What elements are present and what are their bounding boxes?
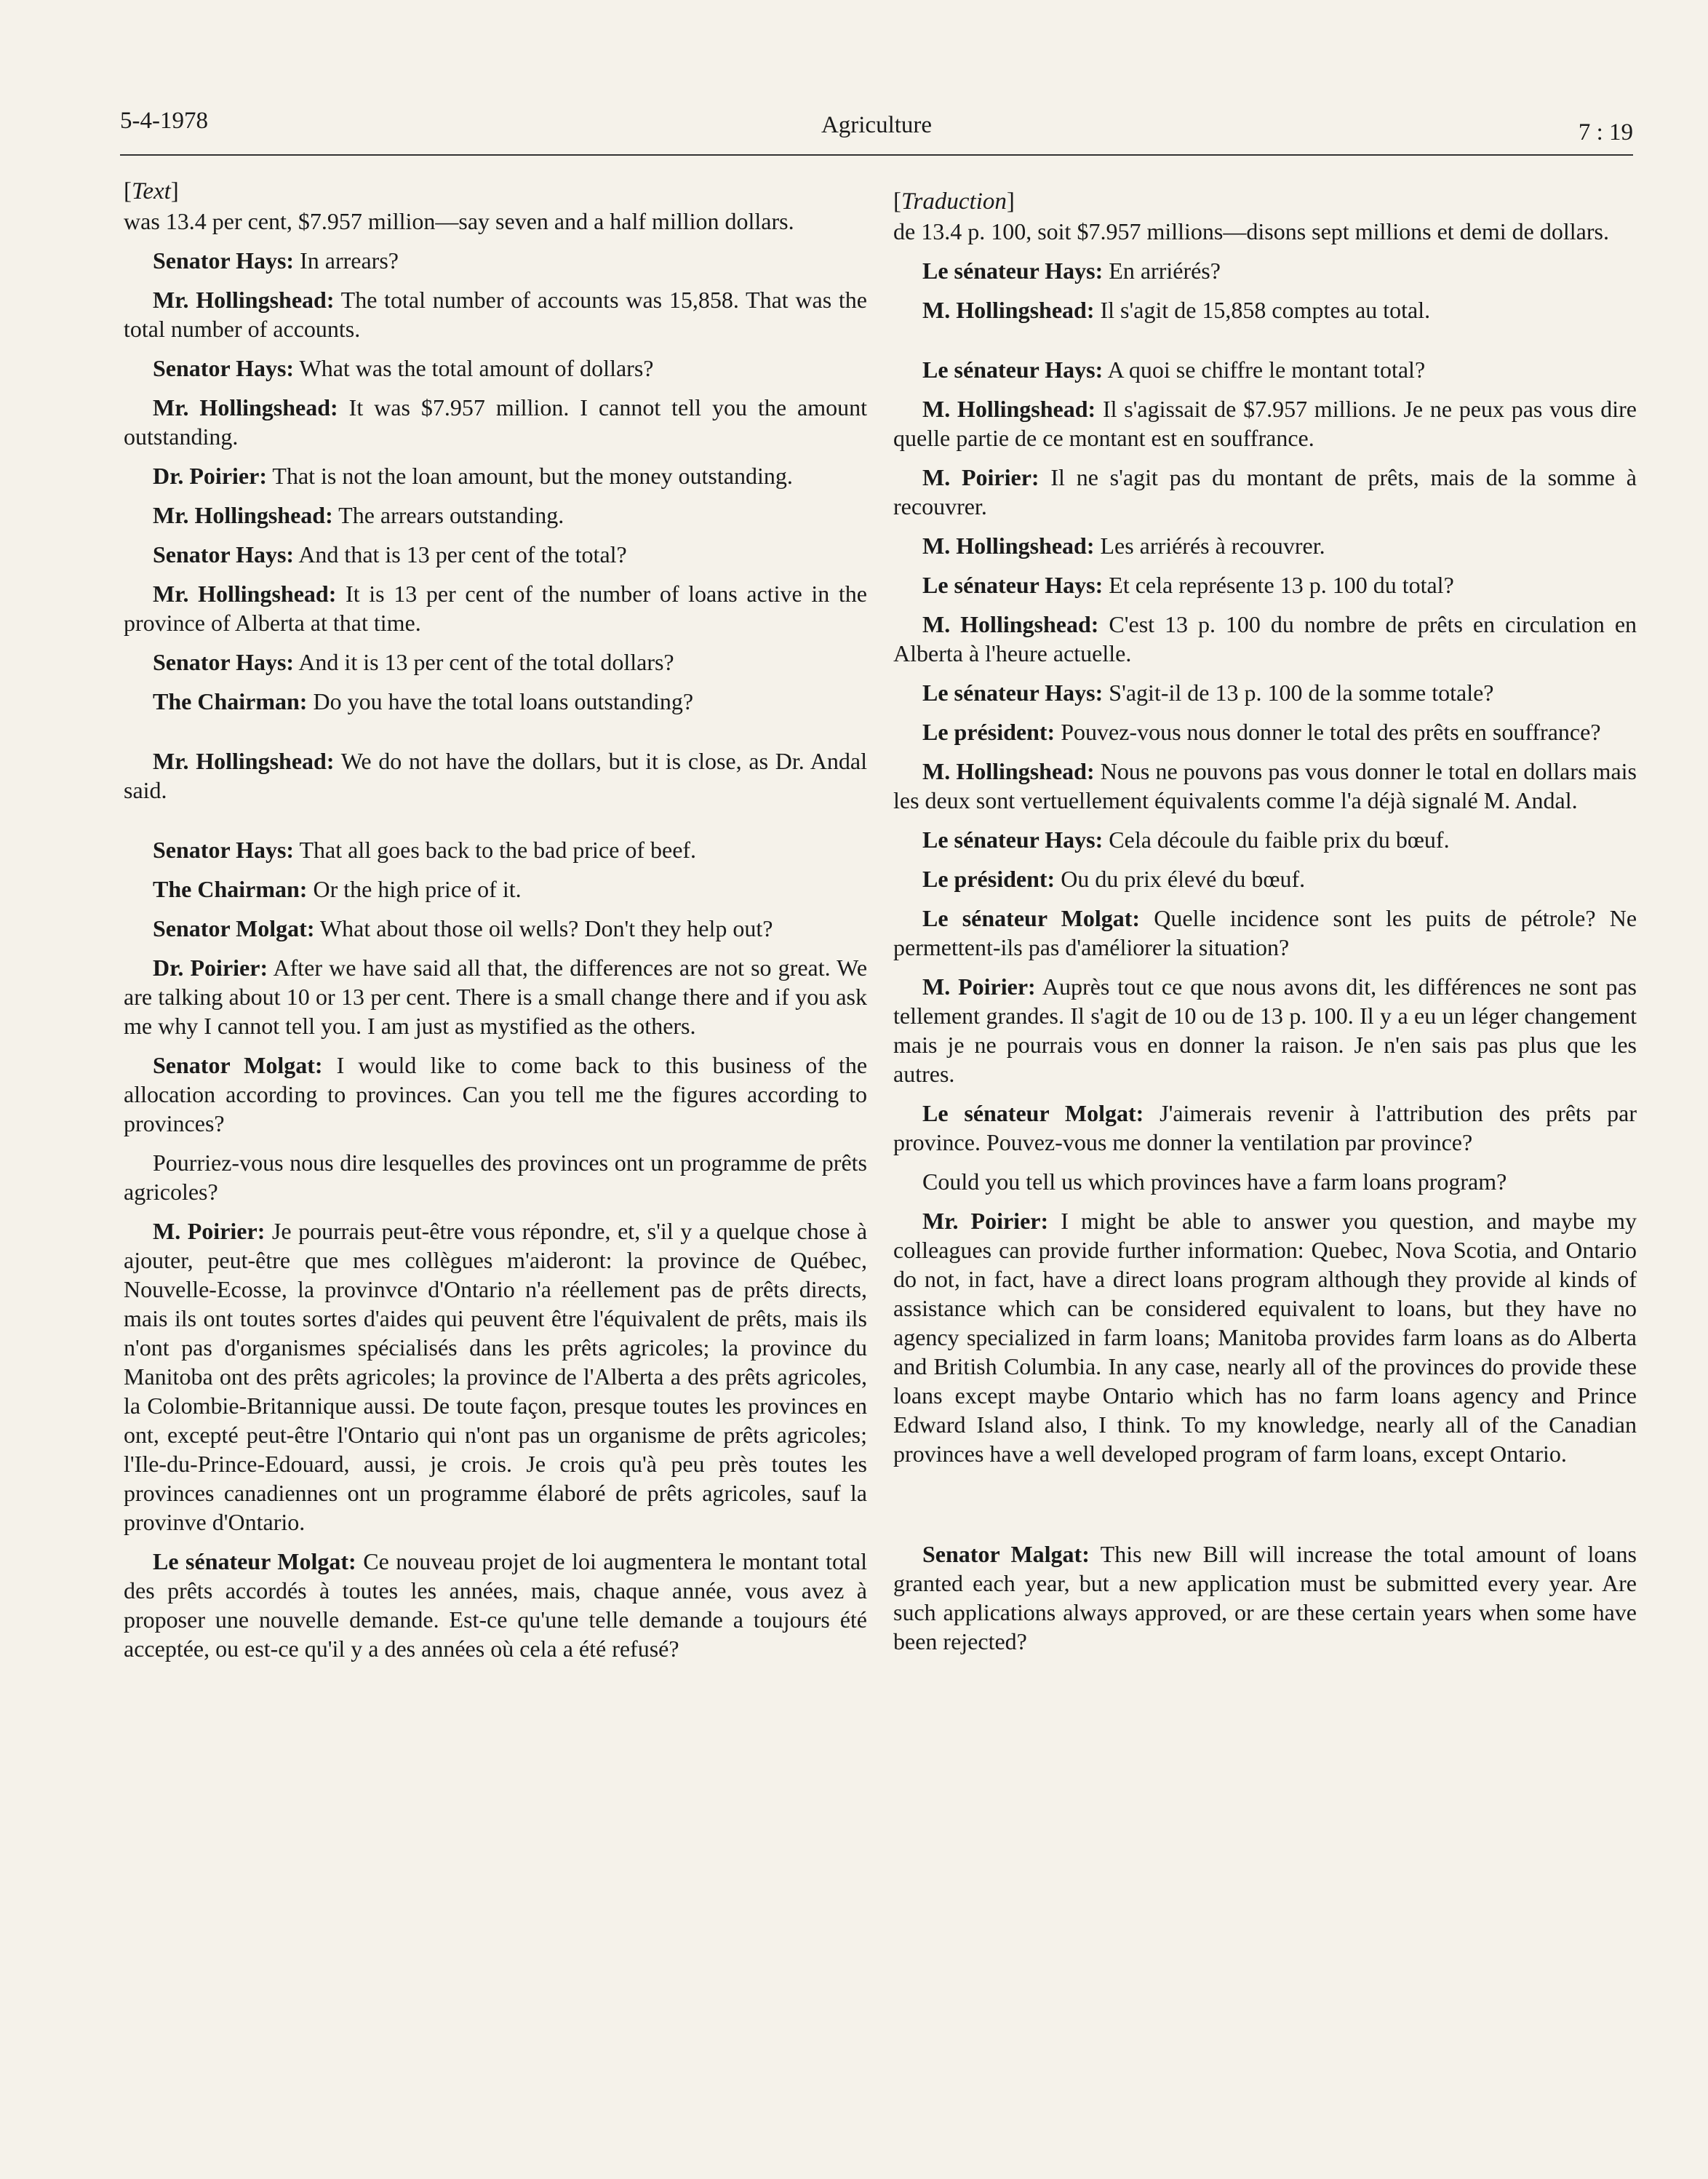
paragraph: Senator Hays: What was the total amount of dollars?: [153, 355, 654, 381]
speaker: Le président:: [922, 719, 1055, 745]
speaker: M. Hollingshead:: [922, 396, 1096, 422]
paragraph: M. Poirier: Je pourrais peut-être vous répondre, et, s'il y a quelque chose à ajouter, peut-être que mes collègues m'aideront: la province de Québec, Nouvelle-Ecosse, la provinvce d'Ontario n'a réellement pas de prêts directs, mais ils ont toutes sortes d'aides qui peuvent être l'équivalent de prêts, mais ils n'ont pas d'organismes spécialisés dans les prêts agricoles; la province du Manitoba ont des prêts agricoles; la province de l'Alberta a des prêts agricoles, la Colombie-Britannique aussi. De toute façon, presque toutes les provinces en ont, excepté peut-être l'Ontario qui n'ont pas un organisme de prêts agricoles; l'Ile-du-Prince-Edouard, aussi, je crois. Je crois qu'à peu près toutes les provinces canadiennes ont un programme élaboré de prêts agricoles, sauf la provinve d'Ontario.: [124, 1218, 868, 1535]
paragraph: Could you tell us which provinces have a farm loans program?: [922, 1168, 1507, 1195]
speaker: Le sénateur Molgat:: [153, 1548, 356, 1574]
paragraph: Le sénateur Hays: Cela découle du faible prix du bœuf.: [922, 826, 1450, 853]
paragraph: Le sénateur Hays: A quoi se chiffre le montant total?: [922, 356, 1426, 383]
speaker: Senator Molgat:: [153, 915, 315, 941]
header-date: 5-4-1978: [120, 108, 208, 134]
paragraph: M. Hollingshead: Il s'agissait de $7.957 millions. Je ne peux pas vous dire quelle partie de ce montant est en souffrance.: [893, 396, 1637, 451]
paragraph: Mr. Hollingshead: It was $7.957 million. I cannot tell you the amount outstanding.: [124, 394, 868, 450]
paragraph: Le président: Pouvez-vous nous donner le total des prêts en souffrance?: [922, 719, 1601, 745]
speaker: M. Hollingshead:: [922, 758, 1095, 784]
paragraph: Le sénateur Molgat: J'aimerais revenir à l'attribution des prêts par province. Pouvez-vous me donner la ventilation par province?: [893, 1100, 1637, 1155]
speaker: Senator Molgat:: [153, 1052, 323, 1078]
column-label: [Traduction]: [893, 188, 1015, 215]
header-title: Agriculture: [821, 112, 933, 138]
speaker: M. Hollingshead:: [922, 297, 1095, 323]
paragraph: Mr. Poirier: I might be able to answer you question, and maybe my colleagues can provide further information: Quebec, Nova Scotia, and Ontario do not, in fact, have a direct loans program although they provide al kinds of assistance which can be considered equivalent to loans, but they have no agency specialized in farm loans; Manitoba provides farm loans as do Alberta and British Columbia. In any case, nearly all of the provinces do provide these loans except maybe Ontario which has no farm loans agency and Prince Edward Island also, I think. To my knowledge, nearly all of the Canadian provinces have a well developed program of farm loans, except Ontario.: [893, 1208, 1637, 1467]
speaker: Mr. Poirier:: [922, 1208, 1049, 1234]
paragraph: was 13.4 per cent, $7.957 million—say seven and a half million dollars.: [124, 208, 794, 234]
speaker: Senator Hays:: [153, 837, 295, 863]
paragraph: Dr. Poirier: After we have said all that, the differences are not so great. We are talking about 10 or 13 per cent. There is a small change there and if you ask me why I cannot tell you. I am just as mystified as the others.: [124, 955, 868, 1039]
paragraph: M. Hollingshead: C'est 13 p. 100 du nombre de prêts en circulation en Alberta à l'heure actuelle.: [893, 611, 1637, 666]
paragraph: Le président: Ou du prix élevé du bœuf.: [922, 866, 1306, 892]
speaker: Le sénateur Hays:: [922, 680, 1104, 706]
speaker: Dr. Poirier:: [153, 955, 268, 981]
speaker: Le sénateur Hays:: [922, 572, 1104, 598]
paragraph: de 13.4 p. 100, soit $7.957 millions—disons sept millions et demi de dollars.: [893, 218, 1609, 244]
speaker: Le sénateur Hays:: [922, 258, 1104, 284]
header-page-number: 7 : 19: [1578, 119, 1633, 146]
paragraph: M. Hollingshead: Les arriérés à recouvrer.: [922, 533, 1325, 559]
speaker: Mr. Hollingshead:: [153, 394, 338, 421]
speaker: Senator Hays:: [153, 355, 295, 381]
speaker: Senator Hays:: [153, 649, 295, 675]
speaker: Mr. Hollingshead:: [153, 748, 335, 774]
paragraph: M. Poirier: Il ne s'agit pas du montant de prêts, mais de la somme à recouvrer.: [893, 464, 1637, 519]
speaker: Le sénateur Molgat:: [922, 905, 1141, 931]
paragraph: Mr. Hollingshead: The total number of accounts was 15,858. That was the total number of accounts.: [124, 287, 868, 342]
paragraph: Le sénateur Hays: S'agit-il de 13 p. 100 de la somme totale?: [922, 680, 1494, 706]
paragraph: Senator Hays: And it is 13 per cent of the total dollars?: [153, 649, 674, 675]
speaker: Mr. Hollingshead:: [153, 581, 337, 607]
paragraph: M. Hollingshead: Il s'agit de 15,858 comptes au total.: [922, 297, 1431, 323]
speaker: The Chairman:: [153, 688, 308, 714]
speaker: M. Hollingshead:: [922, 611, 1099, 637]
paragraph: Le sénateur Molgat: Quelle incidence sont les puits de pétrole? Ne permettent-ils pas d'améliorer la situation?: [893, 905, 1637, 960]
speaker: Mr. Hollingshead:: [153, 502, 333, 528]
paragraph: Senator Hays: And that is 13 per cent of the total?: [153, 541, 627, 567]
left-column: [124, 176, 867, 1673]
speaker: Senator Malgat:: [922, 1541, 1090, 1567]
speaker: Le sénateur Hays:: [922, 826, 1104, 853]
paragraph: Senator Malgat: This new Bill will increase the total amount of loans granted each year, but a new application must be submitted every year. Are such applications always approved, or are these certain years when some have been rejected?: [893, 1541, 1637, 1654]
speaker: M. Poirier:: [922, 464, 1039, 490]
paragraph: Senator Hays: That all goes back to the bad price of beef.: [153, 837, 697, 863]
paragraph: Senator Molgat: I would like to come back to this business of the allocation according to provinces. Can you tell me the figures according to provinces?: [124, 1052, 868, 1136]
paragraph: The Chairman: Do you have the total loans outstanding?: [153, 688, 694, 714]
paragraph: Le sénateur Hays: Et cela représente 13 p. 100 du total?: [922, 572, 1454, 598]
paragraph: The Chairman: Or the high price of it.: [153, 876, 522, 902]
paragraph: Le sénateur Hays: En arriérés?: [922, 258, 1221, 284]
paragraph: Dr. Poirier: That is not the loan amount, but the money outstanding.: [153, 463, 793, 489]
paragraph: Le sénateur Molgat: Ce nouveau projet de loi augmentera le montant total des prêts accordés à toutes les années, mais, chaque année, vous avez à proposer une nouvelle demande. Est-ce qu'une telle demande a toujours été acceptée, ou est-ce qu'il y a des années où cela a été refusé?: [124, 1548, 868, 1662]
paragraph: M. Poirier: Auprès tout ce que nous avons dit, les différences ne sont pas tellement grandes. Il s'agit de 10 ou de 13 p. 100. Il y a eu un léger changement mais je ne pourrais vous en donner la raison. Je n'en sais pas plus que les autres.: [893, 973, 1637, 1087]
paragraph: Senator Molgat: What about those oil wells? Don't they help out?: [153, 915, 773, 941]
speaker: Dr. Poirier:: [153, 463, 267, 489]
speaker: M. Poirier:: [153, 1218, 266, 1244]
page-header: [120, 108, 1633, 156]
speaker: M. Hollingshead:: [922, 533, 1095, 559]
paragraph: Mr. Hollingshead: The arrears outstanding.: [153, 502, 564, 528]
speaker: Le sénateur Molgat:: [922, 1100, 1144, 1126]
paragraph: Mr. Hollingshead: It is 13 per cent of the number of loans active in the province of Alberta at that time.: [124, 581, 868, 636]
column-label: [Text]: [124, 178, 179, 204]
paragraph: M. Hollingshead: Nous ne pouvons pas vous donner le total en dollars mais les deux sont vertuellement équivalents comme l'a déjà signalé M. Andal.: [893, 758, 1637, 813]
speaker: Mr. Hollingshead:: [153, 287, 335, 313]
speaker: Le sénateur Hays:: [922, 356, 1104, 383]
speaker: Senator Hays:: [153, 247, 295, 274]
speaker: M. Poirier:: [922, 973, 1036, 1000]
speaker: Le président:: [922, 866, 1055, 892]
paragraph: Pourriez-vous nous dire lesquelles des provinces ont un programme de prêts agricoles?: [124, 1150, 867, 1205]
paragraph: Mr. Hollingshead: We do not have the dollars, but it is close, as Dr. Andal said.: [124, 748, 868, 803]
speaker: Senator Hays:: [153, 541, 295, 567]
right-column: [893, 186, 1637, 1666]
paragraph: Senator Hays: In arrears?: [153, 247, 399, 274]
speaker: The Chairman:: [153, 876, 308, 902]
